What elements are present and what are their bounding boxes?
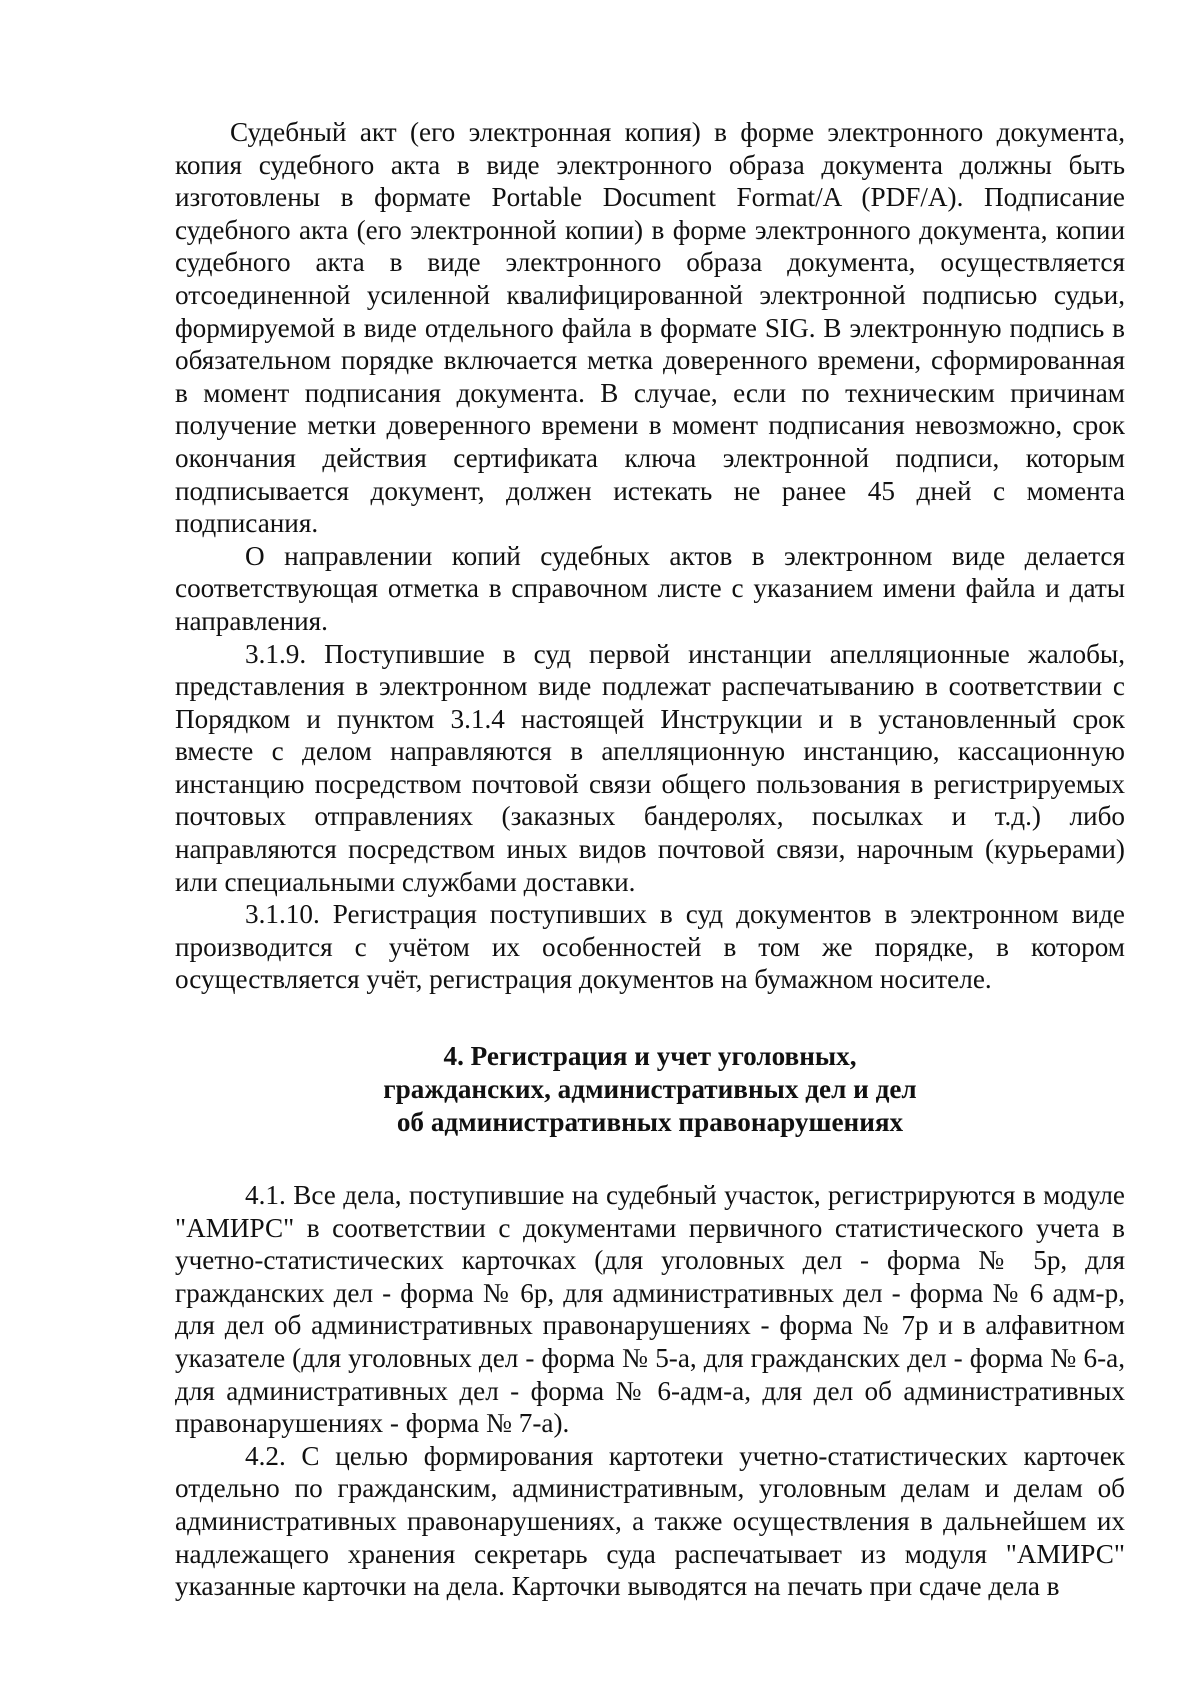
paragraph-court-act-format: Судебный акт (его электронная копия) в форме электронного документа, копия судебного акта в виде электронного образа документа должны быть изготовлены в формате Portable Document Format/A (PDF/A). Подписание судебного акта (его электронной копии) в форме электронного документа, копии судебного акта в виде электронного образа документа, осуществляется отсоединенной усиленной квалифицированной электронной подписью судьи, формируемой в виде отдельного файла в формате SIG. В электронную подпись в обязательном порядке включается метка доверенного времени, сформированная в момент подписания документа. В случае, если по техническим причинам получение метки доверенного времени в момент подписания невозможно, срок окончания действия сертификата ключа электронной подписи, которым подписывается документ, должен истекать не ранее 45 дней с момента подписания. xyxy=(175,117,1125,539)
section-heading-line-2: гражданских, административных дел и дел xyxy=(383,1074,917,1105)
paragraph-3-1-9: 3.1.9. Поступившие в суд первой инстанции апелляционные жалобы, представления в электронном виде подлежат распечатыванию в соответствии с Порядком и пунктом 3.1.4 настоящей Инструкции и в установленный срок вместе с делом направляются в апелляционную инстанцию, кассационную инстанцию посредством почтовой связи общего пользования в регистрируемых почтовых отправлениях (заказных бандеролях, посылках и т.д.) либо направляются посредством иных видов почтовой связи, нарочным (курьерами) или специальными службами доставки. xyxy=(175,638,1125,897)
section-heading-line-1: 4. Регистрация и учет уголовных, xyxy=(443,1041,857,1072)
paragraph-3-1-10: 3.1.10. Регистрация поступивших в суд документов в электронном виде производится с учётом их особенностей в том же порядке, в котором осуществляется учёт, регистрация документов на бумажном носителе. xyxy=(175,899,1125,995)
document-body xyxy=(175,116,1125,1603)
paragraph-4-2: 4.2. С целью формирования картотеки учетно-статистических карточек отдельно по гражданским, административным, уголовным делам и делам об административных правонарушениях, а также осуществления в дальнейшем их надлежащего хранения секретарь суда распечатывает из модуля "АМИРС" указанные карточки на дела. Карточки выводятся на печать при сдаче дела в xyxy=(175,1440,1125,1602)
section-heading-line-3: об административных правонарушениях xyxy=(396,1107,904,1138)
paragraph-4-1: 4.1. Все дела, поступившие на судебный участок, регистрируются в модуле "АМИРС" в соответствии с документами первичного статистического учета в учетно-статистических карточках (для уголовных дел - форма № 5р, для гражданских дел - форма № 6р, для административных дел - форма № 6 адм-р, для дел об административных правонарушениях - форма № 7р и в алфавитном указателе (для уголовных дел - форма № 5-а, для гражданских дел - форма № 6-а, для административных дел - форма № 6-адм-а, для дел об административных правонарушениях - форма № 7-а). xyxy=(175,1180,1125,1439)
paragraph-copies-notice: О направлении копий судебных актов в электронном виде делается соответствующая отметка в справочном листе с указанием имени файла и даты направления. xyxy=(175,540,1125,636)
section-4-heading xyxy=(175,1040,1125,1139)
